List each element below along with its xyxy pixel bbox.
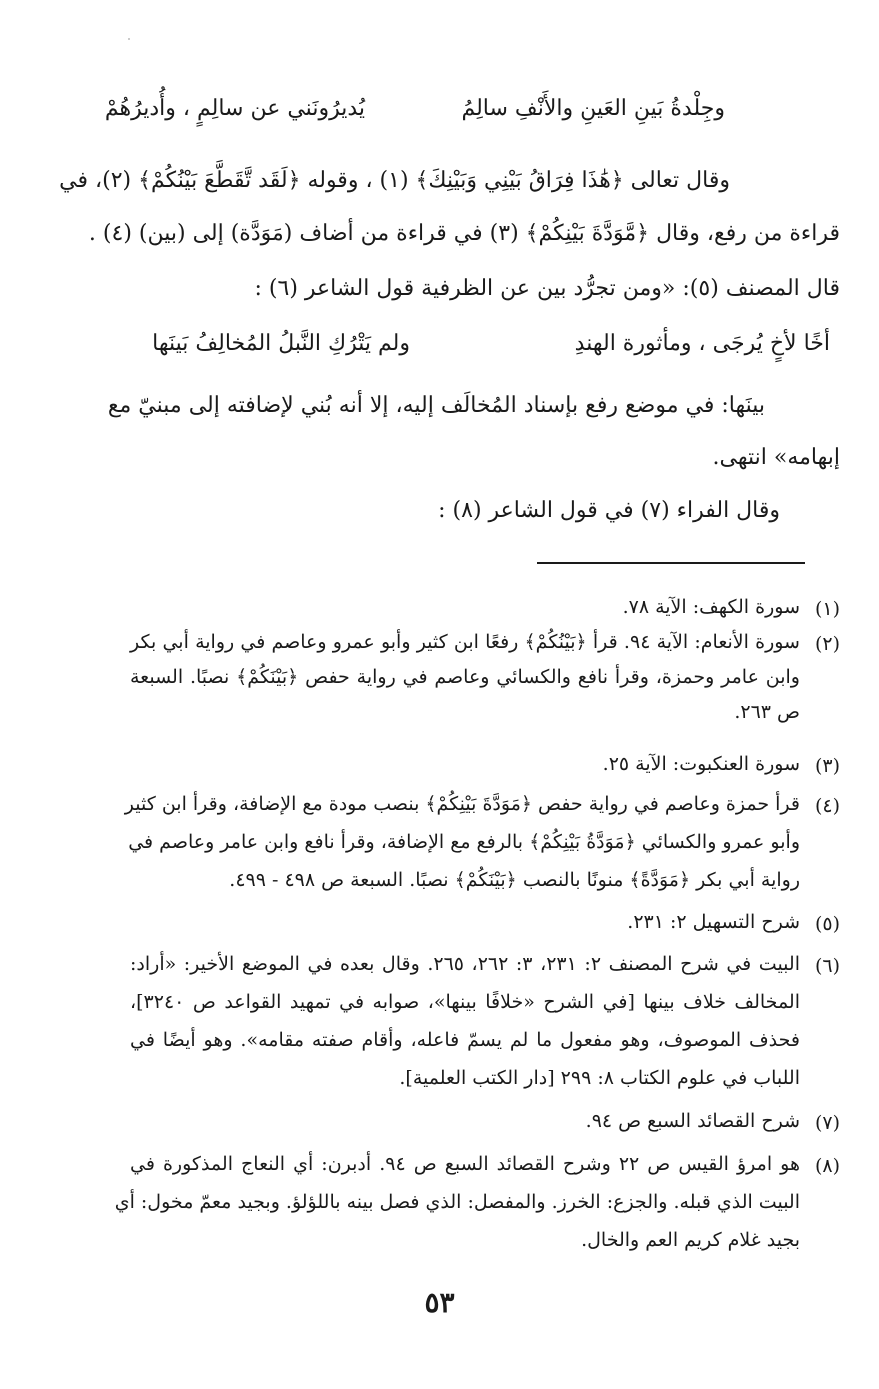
footnote-line: هو امرؤ القيس ص ٢٢ وشرح القصائد السبع ص ٩٤. أدبرن: أي النعاج المذكورة في <box>130 1153 801 1175</box>
body-line-1: وقال تعالى ﴿هَٰذَا فِرَاقُ بَيْنِي وَبَيْنِكَ﴾ (١) ، وقوله ﴿لَقَد تَّقَطَّعَ بَيْنُكُمْ﴾ (٢)، في <box>59 168 730 193</box>
body-line-3: قال المصنف (٥): «ومن تجرُّد بين عن الظرفية قول الشاعر (٦) : <box>254 276 840 301</box>
footnote-line: قرأ حمزة وعاصم في رواية حفص ﴿مَوَدَّةَ بَيْنِكُمْ﴾ بنصب مودة مع الإضافة، وقرأ ابن كثير <box>124 793 800 815</box>
verse-1-left-hemistich: يُديرُونَني عن سالِمٍ ، وأُديرُهُمْ <box>104 96 365 121</box>
footnote-line: رواية أبي بكر ﴿مَوَدَّةً﴾ منونًا بالنصب ﴿بَيْنَكُمْ﴾ نصبًا. السبعة ص ٤٩٨ - ٤٩٩. <box>229 869 800 891</box>
footnote-line: شرح التسهيل ٢: ٢٣١. <box>627 911 800 933</box>
footnote-number: (٧) <box>814 1112 840 1134</box>
body-line-2: قراءة من رفع، وقال ﴿مَّوَدَّةَ بَيْنِكُمْ﴾ (٣) في قراءة من أضاف (مَوَدَّة) إلى (بين) (٤) . <box>88 221 840 246</box>
footnote-number: (٣) <box>814 755 840 777</box>
verse-1-right-hemistich: وجِلْدةُ بَينِ العَينِ والأَنْفِ سالِمُ <box>461 96 725 121</box>
body-line-4: بينَها: في موضع رفع بإسناد المُخالَف إليه، إلا أنه بُني لإضافته إلى مبنيّ مع <box>107 393 765 418</box>
footnote-line: اللباب في علوم الكتاب ٨: ٢٩٩ [دار الكتب العلمية]. <box>399 1067 800 1089</box>
footnote-line: وابن عامر وحمزة، وقرأ نافع والكسائي وعاصم في رواية حفص ﴿بَيْنَكُمْ﴾ نصبًا. السبعة <box>130 666 800 688</box>
footnote-line: بجيد غلام كريم العم والخال. <box>581 1229 800 1251</box>
footnote-line: المخالف خلاف بينها [في الشرح «خلافًا بينها»، صوابه في تمهيد القواعد ص ٣٢٤٠]، <box>130 991 800 1013</box>
footnote-line: سورة العنكبوت: الآية ٢٥. <box>602 753 800 775</box>
body-line-5: إبهامه» انتهى. <box>712 445 840 470</box>
footnote-line: سورة الكهف: الآية ٧٨. <box>622 596 800 618</box>
verse-2-left-hemistich: ولم يَتْرُكِ النَّبلُ المُخالِفُ بَينَها <box>152 331 410 356</box>
page-number: ٥٣ <box>424 1286 455 1319</box>
footnote-line: البيت في شرح المصنف ٢: ٢٣١، ٣: ٢٦٢، ٢٦٥. وقال بعده في الموضع الأخير: «أراد: <box>130 953 800 975</box>
scan-speck <box>128 38 130 40</box>
footnote-line: البيت الذي قبله. والجزع: الخرز. والمفصل: الذي فصل بينه باللؤلؤ. وبجيد معمّ مخول: أي <box>114 1191 800 1213</box>
footnote-number: (٤) <box>814 795 840 817</box>
footnote-number: (٢) <box>814 633 840 655</box>
footnote-number: (٦) <box>814 955 840 977</box>
footnote-divider <box>537 562 805 564</box>
verse-2-right-hemistich: أخًا لأخٍ يُرجَى ، ومأثورة الهندِ <box>574 331 830 356</box>
footnote-line: سورة الأنعام: الآية ٩٤. قرأ ﴿بَيْنُكُمْ﴾ رفعًا ابن كثير وأبو عمرو وعاصم في رواية أبي بكر <box>130 631 800 653</box>
footnote-number: (٨) <box>814 1155 840 1177</box>
footnote-line: ص ٢٦٣. <box>734 701 800 723</box>
footnote-line: شرح القصائد السبع ص ٩٤. <box>585 1110 800 1132</box>
footnote-number: (١) <box>814 598 840 620</box>
footnote-line: فحذف الموصوف، وهو مفعول ما لم يسمّ فاعله، وأقام صفته مقامه». وهو أيضًا في <box>130 1029 800 1051</box>
body-line-6: وقال الفراء (٧) في قول الشاعر (٨) : <box>438 498 780 523</box>
footnote-line: وأبو عمرو والكسائي ﴿مَوَدَّةُ بَيْنِكُمْ﴾ بالرفع مع الإضافة، وقرأ نافع وابن عامر وعاصم في <box>128 831 800 853</box>
footnote-number: (٥) <box>814 913 840 935</box>
